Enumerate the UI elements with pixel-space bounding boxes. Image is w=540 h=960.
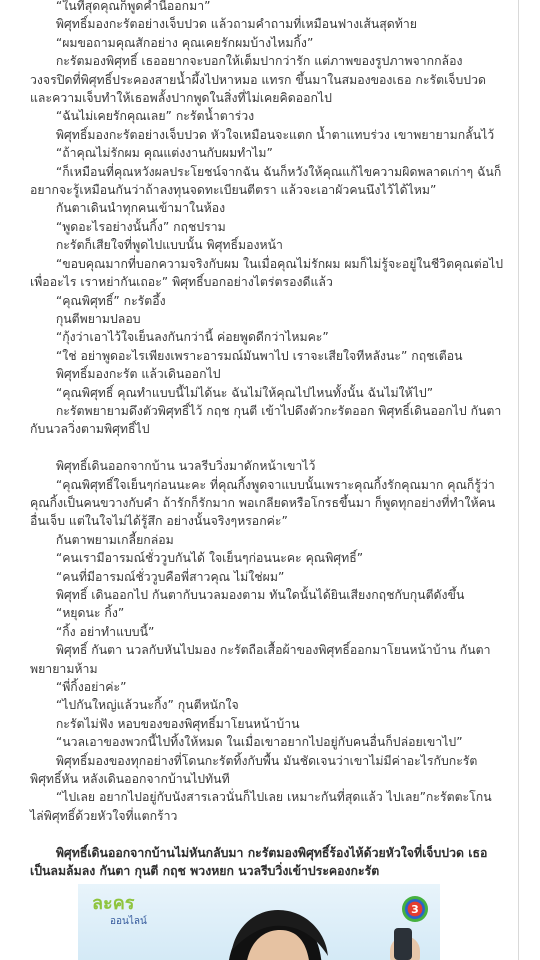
paragraph: กันตาพยามเกลี้ยกล่อม [55,532,174,547]
paragraph: “คนเรามีอารมณ์ชั่ววูบกันได้ ใจเย็นๆก่อนนะคะ คุณพิศุทธิ์” [55,551,364,566]
channel-3-logo [400,894,430,924]
paragraph: “คนที่มีอารมณ์ชั่ววูบคือพี่สาวคุณ ไม่ใช่ผม” [55,569,285,584]
paragraph: “พี่กิ้งอย่าค่ะ” [55,680,127,695]
paragraph: “ใช่ อย่าพูดอะไรเพียงเพราะอารมณ์มันพาไป เราจะเสียใจทีหลังนะ” กฤชเตือน [55,348,463,363]
paragraph-spacer [30,825,504,843]
paragraph: “ฉันไม่เคยรักคุณเลย” กะรัตน้ำตาร่วง [55,109,255,124]
paragraph: “ผมขอถามคุณสักอย่าง คุณเคยรักผมบ้างไหมกิ้ง” [55,35,314,50]
channel-3-icon [400,894,430,924]
paragraph: “หยุดนะ กิ้ง” [55,606,125,621]
article-text [30,0,504,880]
channel-number: 3 [411,903,419,916]
paragraph: “นวลเอาของพวกนี้ไปทิ้งให้หมด ในเมื่อเขาอยากไปอยู่กับคนอื่นก็ปล่อยเขาไป” [55,735,463,750]
paragraph: กุนตีพยามปลอบ [55,311,141,326]
paragraph: กันตาเดินนำทุกคนเข้ามาในห้อง [55,201,226,216]
smartphone-icon [394,928,412,960]
person-photo [208,902,338,960]
paragraph: พิศุทธิ์ เดินออกไป กันตากับนวลมองตาม ทันใดนั้นได้ยินเสียงกฤชกับกุนตีดังขึ้น [55,587,465,602]
article-image [78,884,440,960]
paragraph: “ขอบคุณมากที่บอกความจริงกับผม ในเมื่อคุณไม่รักผม ผมก็ไม่รู้จะอยู่ในชีวิตคุณต่อไปเพื่ออะไร เราหย่ากันเถอะ” พิศุทธิ์บอกอย่างไตร่ตรองดีแล้ว [30,256,504,290]
paragraph: พิศุทธิ์มองกะรัตอย่างเจ็บปวด แล้วถามคำถามที่เหมือนฟางเส้นสุดท้าย [55,17,417,32]
paragraph: พิศุทธิ์มองของทุกอย่างที่โดนกะรัตทิ้งกับพื้น มันชัดเจนว่าเขาไม่มีค่าอะไรกับกะรัต พิศุทธิ์หัน หลังเดินออกจากบ้านไปทันที [30,753,478,787]
paragraph: “ถ้าคุณไม่รักผม คุณแต่งงานกับผมทำไม” [55,146,273,161]
paragraph: “คุณพิศุทธิ์” กะรัตอึ้ง [55,293,166,308]
paragraph: พิศุทธิ์ กันตา นวลกับหันไปมอง กะรัตถือเสื้อผ้าของพิศุทธิ์ออกมาโยนหน้าบ้าน กันตาพยายามห้าม [30,643,491,676]
paragraph: กะรัตมองพิศุทธิ์ เธออยากจะบอกให้เต็มปากว่ารัก แต่ภาพของรูปภาพจากกล้องวงจรปิดที่พิศุทธิ์ประคองสายน้ำผึ้งไปหาหมอ แทรก ขึ้นมาในสมองของเธอ กะรัตเจ็บปวด และความเจ็บทำให้เธอพลั้งปากพูดในสิ่งที่ไม่เคยคิดออกไป [30,54,486,106]
paragraph: พิศุทธิ์มองกะรัต แล้วเดินออกไป [55,367,221,382]
paragraph: กะรัตพยายามดึงตัวพิศุทธิ์ไว้ กฤช กุนตี เข้าไปดึงตัวกะรัตออก พิศุทธิ์เดินออกไป กันตากับนวลวิ่งตามพิศุทธิ์ไป [30,403,502,437]
paragraph: “กิ้ง อย่าทำแบบนี้” [55,624,155,639]
lakorn-online-logo [92,894,152,934]
paragraph: พิศุทธิ์มองกะรัตอย่างเจ็บปวด หัวใจเหมือนจะแตก น้ำตาแทบร่วง เขาพยายามกลั้นไว้ [55,127,495,142]
paragraph: พิศุทธิ์เดินออกจากบ้านไม่หันกลับมา กะรัตมองพิศุทธิ์ร้องไห้ด้วยหัวใจที่เจ็บปวด เธอเป็นลมล้มลง กันตา กุนตี กฤช พวงหยก นวลรีบวิ่งเข้าประคองกะรัต [30,845,488,879]
logo-sub-text: ออนไลน์ [110,916,147,927]
paragraph: “ก็เหมือนที่คุณหวังผลประโยชน์จากฉัน ฉันก็หวังให้คุณแก้ไขความผิดพลาดเก่าๆ ฉันก็อยากจะรู้เหมือนกันว่าถ้าลงทุนจดทะเบียนตีตรา แล้วจะเอาผัวคนนึงไว้ได้ไหม” [30,164,502,198]
paragraph: “คุณพิศุทธิ์ใจเย็นๆก่อนนะคะ ที่คุณกิ้งพูดจาแบบนั้นเพราะคุณกิ้งรักคุณมาก คุณก็รู้ว่าคุณกิ้งเป็นคนขวางกับคำ ถ้ารักก็รักมาก พอเกลียดหรือโกรธขึ้นมา ก็พูดทุกอย่างที่ทำให้คนอื่นเจ็บ แต่ในใจไม่ได้รู้สึก อย่างนั้นจริงๆหรอกค่ะ” [30,477,496,529]
paragraph: พิศุทธิ์เดินออกจากบ้าน นวลรีบวิ่งมาดักหน้าเขาไว้ [55,459,316,474]
content-divider [518,0,519,960]
paragraph: “พูดอะไรอย่างนั้นกิ้ง” กฤชปราม [55,219,226,234]
paragraph: “ไปเลย อยากไปอยู่กับนังสารเลวนั่นก็ไปเลย เหมาะกันที่สุดแล้ว ไปเลย”กะรัตตะโกนไล่พิศุทธิ์ด้วยหัวใจที่แตกร้าว [30,790,492,823]
paragraph: กะรัตก็เสียใจที่พูดไปแบบนั้น พิศุทธิ์มองหน้า [55,238,283,253]
logo-main-text: ละคร [92,893,135,914]
paragraph: “กุ้งว่าเอาไว้ใจเย็นลงกันกว่านี้ ค่อยพูดดีกว่าไหมคะ” [55,330,329,345]
paragraph: กะรัตไม่ฟัง หอบของของพิศุทธิ์มาโยนหน้าบ้าน [55,716,300,731]
paragraph-spacer [30,439,504,457]
paragraph: “ในที่สุดคุณก็พูดคำนี้ออกมา” [55,0,211,13]
paragraph: “คุณพิศุทธิ์ คุณทำแบบนี้ไม่ได้นะ ฉันไม่ให้คุณไปไหนทั้งนั้น ฉันไม่ให้ไป” [55,385,434,400]
paragraph: “ไปกันใหญ่แล้วนะกิ้ง” กุนตีหนักใจ [55,698,239,713]
